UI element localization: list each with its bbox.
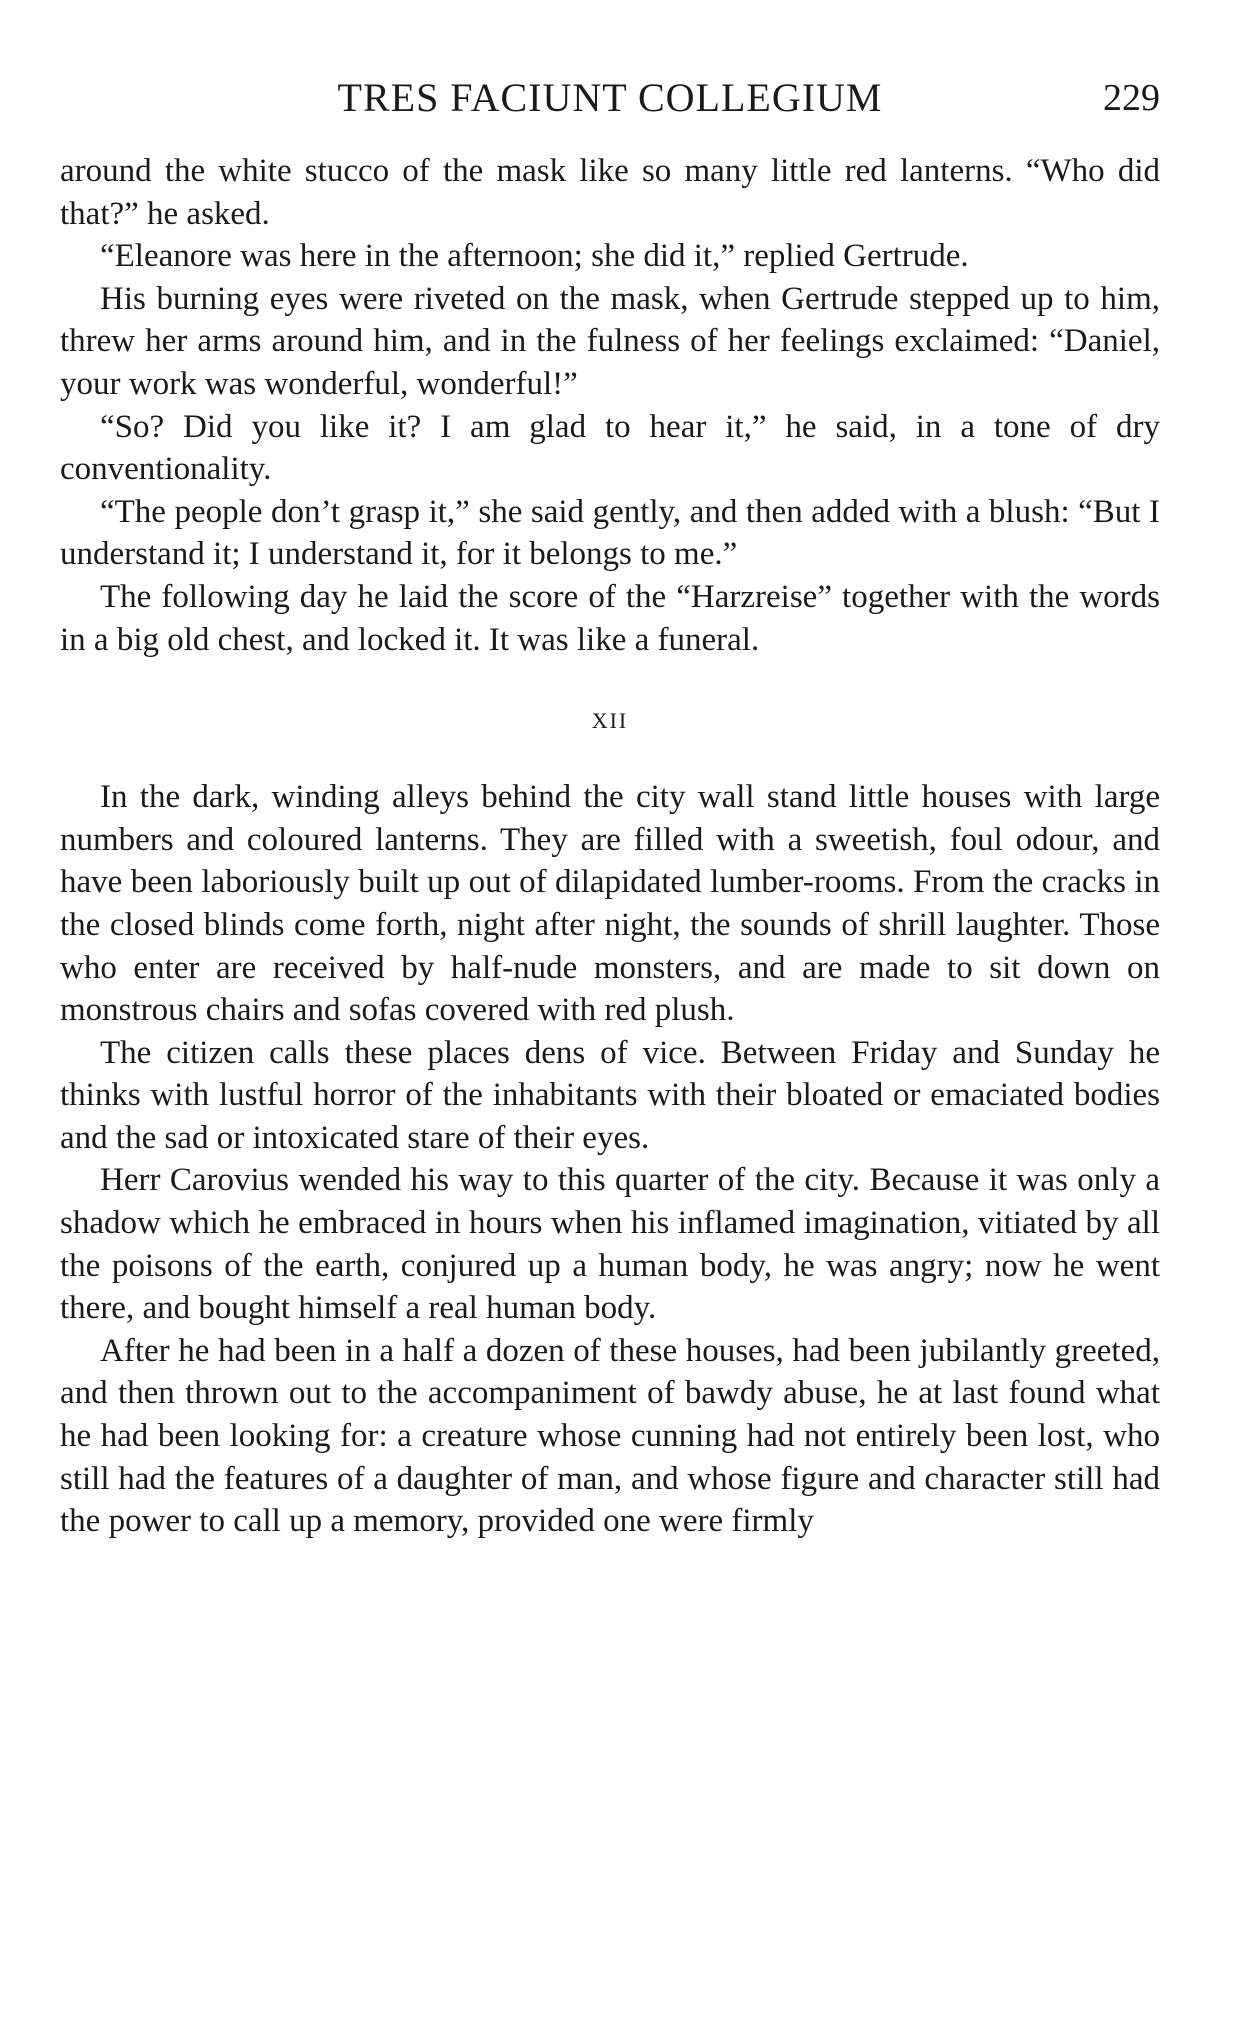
page-header [60,68,1160,128]
paragraph: The following day he laid the score of the “Harzreise” together with the words in a big old chest, and locked it. It was like a funeral. [60,578,1160,658]
paragraph: In the dark, winding alleys behind the city wall stand little houses with large numbers and coloured lanterns. They are filled with a sweetish, foul odour, and have been laboriously built up out of dilapidated lumber-rooms. From the cracks in the closed blinds come forth, night after night, the sounds of shrill laughter. Those who enter are received by half-nude monsters, and are made to sit down on monstrous chairs and sofas covered with red plush. [60,779,1160,1029]
paragraph: Herr Carovius wended his way to this quarter of the city. Because it was only a shadow which he embraced in hours when his inflamed imagination, vitiated by all the poisons of the earth, conjured up a human body, he was angry; now he went there, and bought himself a real human body. [60,1162,1160,1327]
paragraph: around the white stucco of the mask like so many little red lanterns. “Who did that?” he asked. [60,153,1160,232]
page-number: 229 [1103,77,1160,119]
paragraph: “The people don’t grasp it,” she said gently, and then added with a blush: “But I understand it; I understand it, for it belongs to me.” [60,493,1160,573]
paragraph: After he had been in a half a dozen of these houses, had been jubilantly greeted, and then thrown out to the accompaniment of bawdy abuse, he at last found what he had been looking for: a creature whose cunning had not entirely been lost, who still had the features of a daughter of man, and whose figure and character still had the power to call up a memory, provided one were firmly [60,1332,1160,1540]
body-text [60,150,1160,1543]
paragraph: “So? Did you like it? I am glad to hear it,” he said, in a tone of dry conventionality. [60,408,1160,488]
paragraph: The citizen calls these places dens of vice. Between Friday and Sunday he thinks with lustful horror of the inhabitants with their bloated or emaciated bodies and the sad or intoxicated stare of their eyes. [60,1034,1160,1156]
running-title: TRES FACIUNT COLLEGIUM [337,75,883,120]
paragraph: His burning eyes were riveted on the mask, when Gertrude stepped up to him, threw her arms around him, and in the fulness of her feelings exclaimed: “Daniel, your work was wonderful, wonderful!” [60,280,1160,402]
section-number: XII [591,708,629,734]
paragraph: “Eleanore was here in the afternoon; she did it,” replied Gertrude. [100,238,969,275]
